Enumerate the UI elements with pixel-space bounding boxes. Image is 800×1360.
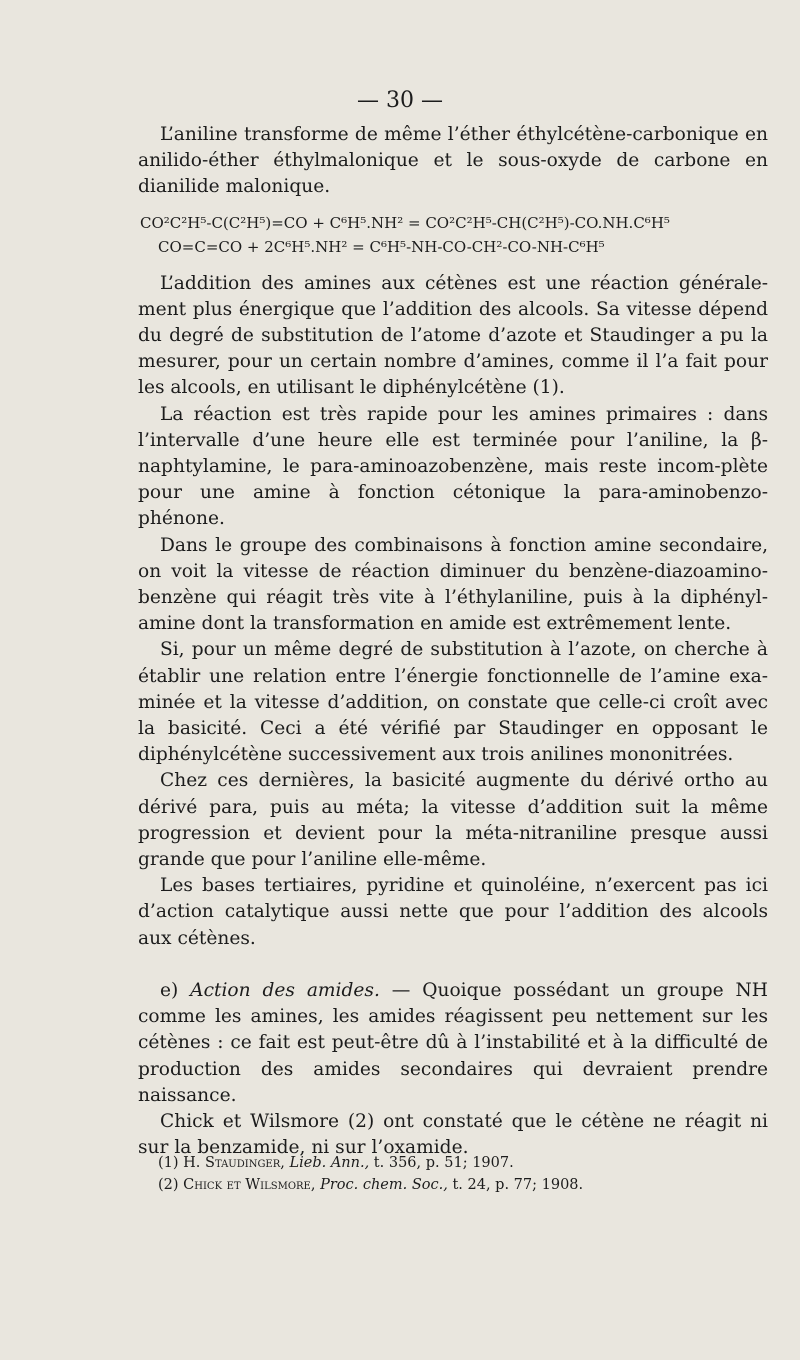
section-e-label: e)	[160, 979, 179, 1001]
page-number: — 30 —	[357, 88, 443, 113]
equation-2: CO=C=CO + 2C⁶H⁵.NH² = C⁶H⁵-NH-CO-CH²-CO-NH-C⁶H⁵	[158, 237, 605, 256]
paragraph-amines-addition: L’addition des amines aux cétènes est une réaction générale-ment plus énergique que l’addition des alcools. Sa vitesse dépend du degré de substitution de l’atome d’azote et Staudinger a pu la mesurer, pour un certain nombre d’amines, comme il l’a fait pour les alcools, en utilisant le diphénylcétène (1).	[138, 272, 768, 399]
page-body	[138, 122, 768, 1161]
section-e-text: — Quoique possédant un groupe NH comme les amines, les amides réagissent peu nettement sur les cétènes : ce fait est peut-être dû à l’instabilité et à la difficulté de production des amides secondaires qui devraient prendre naissance.	[138, 979, 768, 1106]
footnote-2-author: Chick et Wilsmore,	[183, 1177, 316, 1193]
footnote-1-journal: Lieb. Ann.,	[289, 1155, 370, 1171]
footnote-2-number: (2)	[158, 1177, 179, 1193]
footnote-2	[158, 1174, 778, 1196]
footnote-2-ref: t. 24, p. 77; 1908.	[447, 1177, 584, 1193]
paragraph-tertiary-bases: Les bases tertiaires, pyridine et quinoléine, n’exercent pas ici d’action catalytique aussi nette que pour l’addition des alcools aux cétènes.	[138, 875, 768, 949]
section-e-paragraph	[138, 978, 768, 1109]
paragraph-basicity: Si, pour un même degré de substitution à l’azote, on cherche à établir une relation entre l’énergie fonctionnelle de l’amine exa-minée et la vitesse d’addition, on constate que celle-ci croît avec la basicité. Ceci a été vérifié par Staudinger en opposant le diphénylcétène successivement aux trois anilines mononitrées.	[138, 639, 768, 766]
paragraph-nitroanilines: Chez ces dernières, la basicité augmente du dérivé ortho au dérivé para, puis au méta; la vitesse d’addition suit la même progression et devient pour la méta-nitraniline presque aussi grande que pour l’aniline elle-même.	[138, 770, 768, 871]
equation-1: CO²C²H⁵-C(C²H⁵)=CO + C⁶H⁵.NH² = CO²C²H⁵-CH(C²H⁵)-CO.NH.C⁶H⁵	[140, 213, 670, 232]
footnote-1-author: H. Staudinger,	[183, 1155, 285, 1171]
paragraph-secondary-amines: Dans le groupe des combinaisons à fonction amine secondaire, on voit la vitesse de réaction diminuer du benzène-diazoamino-benzène qui réagit très vite à l’éthylaniline, puis à la diphényl-amine dont la transformation en amide est extrêmement lente.	[138, 534, 768, 635]
section-gap	[138, 952, 768, 978]
intro-paragraph: L’aniline transforme de même l’éther éthylcétène-carbonique en anilido-éther éthylmalonique et le sous-oxyde de carbone en dianilide malonique.	[138, 124, 768, 198]
footnote-2-journal: Proc. chem. Soc.,	[320, 1177, 448, 1193]
paragraph-chick-wilsmore: Chick et Wilsmore (2) ont constaté que le cétène ne réagit ni sur la benzamide, ni sur l’oxamide.	[138, 1110, 768, 1159]
footnote-1-number: (1)	[158, 1155, 179, 1171]
section-e-title: Action des amides.	[190, 979, 380, 1001]
footnote-1	[158, 1152, 778, 1174]
footnote-1-ref: t. 356, p. 51; 1907.	[369, 1155, 514, 1171]
paragraph-primary-amines: La réaction est très rapide pour les amines primaires : dans l’intervalle d’une heure elle est terminée pour l’aniline, la β-naphtylamine, le para-aminoazobenzène, mais reste incom-plète pour une amine à fonction cétonique la para-aminobenzo-phénone.	[138, 403, 768, 530]
